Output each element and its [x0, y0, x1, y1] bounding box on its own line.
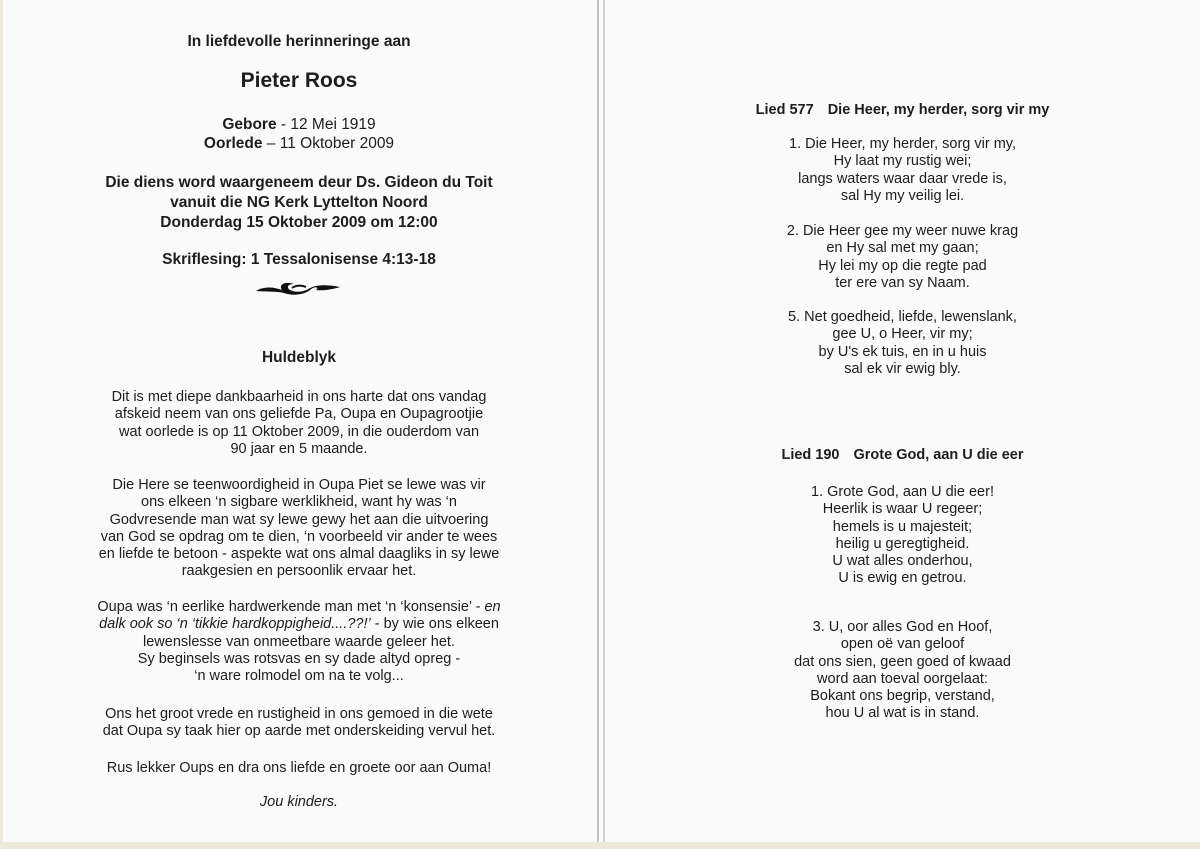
verse-line: U is ewig en getrou. — [838, 570, 967, 587]
tribute-text-italic: dalk ook so ‘n ‘tikkie hardkoppigheid....??!’ — [99, 616, 371, 633]
tribute-line: ‘n ware rolmodel om na te volg... — [194, 668, 404, 685]
life-dates — [0, 115, 598, 153]
service-officiant: Die diens word waargeneem deur Ds. Gideon du Toit — [105, 174, 493, 191]
hymn-577-verse-1 — [605, 136, 1200, 205]
born-date: 12 Mei 1919 — [290, 116, 376, 133]
verse-line: 1. Die Heer, my herder, sorg vir my, — [789, 136, 1016, 152]
tribute-line — [0, 599, 598, 616]
verse-line: open oë van geloof — [840, 636, 965, 653]
tribute-line: en liefde te betoon - aspekte wat ons almal daagliks in sy lewe — [98, 546, 500, 563]
tribute-line: afskeid neem van ons geliefde Pa, Oupa en Oupagrootjie — [114, 406, 484, 423]
paper-bottom-edge — [0, 842, 1200, 849]
verse-line: heilig u geregtigheid. — [835, 535, 970, 552]
hymn-number: Lied 190 — [781, 447, 840, 463]
scripture-reading: Skriflesing: 1 Tessalonisense 4:13-18 — [162, 251, 436, 268]
tribute-line: Godvresende man wat sy lewe gewy het aan die uitvoering — [109, 511, 489, 528]
tribute-line: 90 jaar en 5 maande. — [230, 440, 368, 457]
hymn-name: Die Heer, my herder, sorg vir my — [827, 102, 1050, 118]
tribute-line: Sy beginsels was rotsvas en sy dade altyd opreg - — [137, 650, 461, 667]
verse-line: gee U, o Heer, vir my; — [832, 326, 973, 343]
verse-line: sal Hy my veilig lei. — [840, 187, 965, 204]
verse-line: 1. Grote God, aan U die eer! — [811, 484, 994, 500]
verse-line: sal ek vir ewig bly. — [844, 360, 961, 377]
tribute-text: - by wie ons elkeen — [370, 616, 499, 633]
verse-line: 5. Net goedheid, liefde, lewenslank, — [788, 309, 1017, 325]
hymn-577-verse-2 — [605, 223, 1200, 292]
flourish-ornament-icon — [254, 278, 344, 298]
died-line — [0, 134, 598, 153]
verse-line: 2. Die Heer gee my weer nuwe krag — [786, 223, 1019, 239]
verse-line: 3. U, oor alles God en Hoof, — [812, 619, 993, 635]
verse-line: Hy lei my op die regte pad — [818, 257, 987, 274]
verse-line: Bokant ons begrip, verstand, — [810, 688, 995, 705]
tribute-line: wat oorlede is op 11 Oktober 2009, in die ouderdom van — [118, 423, 480, 440]
tribute-line: lewenslesse van onmeetbare waarde geleer het. — [143, 633, 455, 650]
hymn-number: Lied 577 — [755, 102, 814, 118]
hymn-name: Grote God, aan U die eer — [853, 447, 1024, 463]
born-line — [0, 115, 598, 134]
hymn-577-title — [605, 102, 1200, 118]
verse-line: hemels is u majesteit; — [832, 518, 973, 535]
verse-line: Hy laat my rustig wei; — [833, 153, 972, 170]
verse-line: Heerlik is waar U regeer; — [822, 501, 983, 518]
verse-line: ter ere van sy Naam. — [835, 274, 970, 291]
died-label: Oorlede — [203, 135, 263, 152]
born-separator: - — [276, 116, 291, 133]
verse-line: dat ons sien, geen goed of kwaad — [794, 653, 1011, 670]
tribute-paragraph-5 — [0, 760, 598, 777]
signature: Jou kinders. — [259, 794, 339, 810]
tribute-text-italic: en — [484, 599, 501, 615]
deceased-name: Pieter Roos — [240, 69, 358, 92]
verse-line: langs waters waar daar vrede is, — [798, 170, 1007, 187]
tribute-line: dat Oupa sy taak hier op aarde met onderskeiding vervul het. — [102, 723, 496, 740]
tribute-text: Oupa was ‘n eerlike hardwerkende man met ‘n ‘konsensie’ - — [97, 599, 485, 615]
died-date: 11 Oktober 2009 — [279, 135, 395, 152]
verse-line: word aan toeval oorgelaat: — [817, 670, 988, 687]
tribute-line: Die Here se teenwoordigheid in Oupa Piet se lewe was vir — [112, 477, 486, 493]
verse-line: U wat alles onderhou, — [832, 553, 973, 570]
tribute-title: Huldeblyk — [261, 349, 337, 366]
tribute-line: Dit is met diepe dankbaarheid in ons harte dat ons vandag — [111, 389, 487, 405]
service-datetime: Donderdag 15 Oktober 2009 om 12:00 — [160, 214, 438, 231]
tribute-paragraph-1 — [0, 389, 598, 458]
died-separator: – — [262, 135, 280, 152]
born-label: Gebore — [222, 116, 277, 133]
tribute-line: Rus lekker Oups en dra ons liefde en groete oor aan Ouma! — [106, 760, 492, 776]
verse-line: by U's ek tuis, en in u huis — [818, 343, 987, 360]
tribute-line: ons elkeen ‘n sigbare werklikheid, want hy was ‘n — [141, 494, 457, 511]
hymn-190-title — [605, 447, 1200, 463]
hymn-190-verse-1 — [605, 484, 1200, 588]
tribute-paragraph-3 — [0, 599, 598, 685]
service-details — [0, 173, 598, 233]
tribute-paragraph-4 — [0, 706, 598, 741]
tribute-line: van God se opdrag om te dien, ‘n voorbeeld vir ander te wees — [100, 528, 498, 545]
hymn-577-verse-5 — [605, 309, 1200, 378]
tribute-line: Ons het groot vrede en rustigheid in ons gemoed in die wete — [105, 706, 493, 722]
intro-heading: In liefdevolle herinneringe aan — [187, 33, 411, 50]
tribute-line: raakgesien en persoonlik ervaar het. — [181, 563, 417, 580]
tribute-line — [0, 616, 598, 633]
verse-line: hou U al wat is in stand. — [825, 705, 980, 722]
tribute-paragraph-2 — [0, 477, 598, 581]
hymn-190-verse-3 — [605, 619, 1200, 723]
service-venue: vanuit die NG Kerk Lyttelton Noord — [170, 194, 428, 211]
verse-line: en Hy sal met my gaan; — [826, 240, 979, 257]
